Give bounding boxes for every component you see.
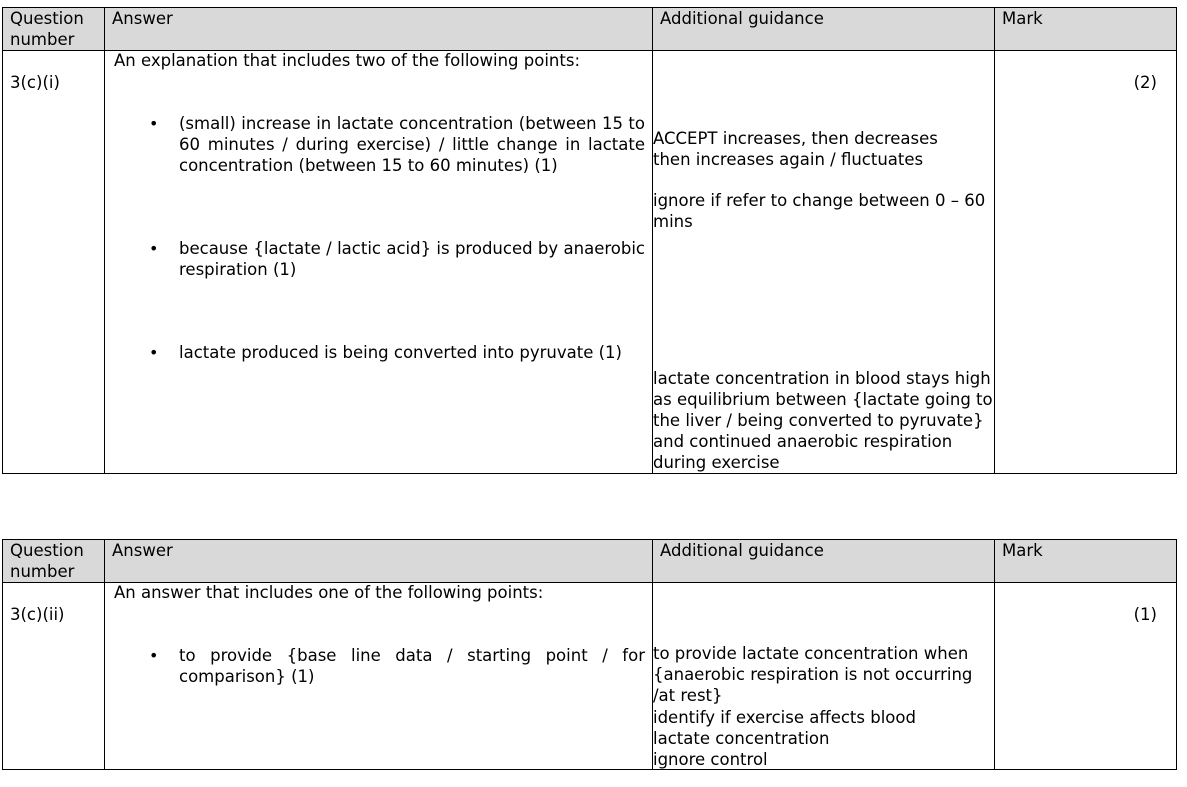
bullet-icon: • [149,646,159,665]
question-number-cell [3,583,105,770]
answer-cell [105,51,653,474]
table-header-row [3,540,1177,583]
header-answer-label: Answer [112,541,173,560]
header-answer [105,8,653,51]
header-guidance-label: Additional guidance [660,541,824,560]
guidance-text: lactate concentration in blood stays high as equilibrium between {lactate going to the liver / being converted to pyruvate} and continued anaerobic respiration during exercise [653,369,993,472]
answer-intro: An answer that includes one of the following points: [114,583,544,602]
header-mark [995,540,1177,583]
guidance-text: to provide lactate concentration when {anaerobic respiration is not occurring /at rest} [653,644,973,705]
header-question-number-label: Question number [10,541,84,581]
header-additional-guidance [653,8,995,51]
guidance-text: ACCEPT increases, then decreases then increases again / fluctuates [653,129,938,169]
mark-cell [995,583,1177,770]
point-text: to provide {base line data / starting point / for comparison} (1) [179,646,645,686]
point-text: because {lactate / lactic acid} is produced by anaerobic respiration (1) [179,239,645,279]
header-guidance-label: Additional guidance [660,9,824,28]
question-number: 3(c)(i) [10,73,60,92]
table-header-row [3,8,1177,51]
header-mark-label: Mark [1002,541,1043,560]
bullet-icon: • [149,343,159,362]
guidance-text: identify if exercise affects blood lactate concentration [653,708,916,748]
answer-intro: An explanation that includes two of the following points: [114,51,581,70]
bullet-icon: • [149,239,159,258]
bullet-icon: • [149,114,159,133]
mark-value: (2) [1133,73,1157,92]
header-question-number-label: Question number [10,9,84,49]
header-question-number [3,8,105,51]
header-additional-guidance [653,540,995,583]
header-answer [105,540,653,583]
point-text: (small) increase in lactate concentration (between 15 to 60 minutes / during exercise) / little change in lactate concentration (between 15 to 60 minutes) (1) [179,114,645,175]
guidance-text: ignore control [653,750,768,769]
header-question-number [3,540,105,583]
header-mark [995,8,1177,51]
header-mark-label: Mark [1002,9,1043,28]
mark-value: (1) [1133,605,1157,624]
table-row [3,51,1177,474]
answer-cell [105,583,653,770]
mark-scheme-table-2 [2,539,1177,770]
table-row [3,583,1177,770]
guidance-cell [653,51,995,474]
guidance-text: ignore if refer to change between 0 – 60 mins [653,191,986,231]
mark-scheme-table-1 [2,7,1177,474]
question-number: 3(c)(ii) [10,605,65,624]
guidance-cell [653,583,995,770]
point-text: lactate produced is being converted into pyruvate (1) [179,343,622,362]
mark-cell [995,51,1177,474]
question-number-cell [3,51,105,474]
header-answer-label: Answer [112,9,173,28]
